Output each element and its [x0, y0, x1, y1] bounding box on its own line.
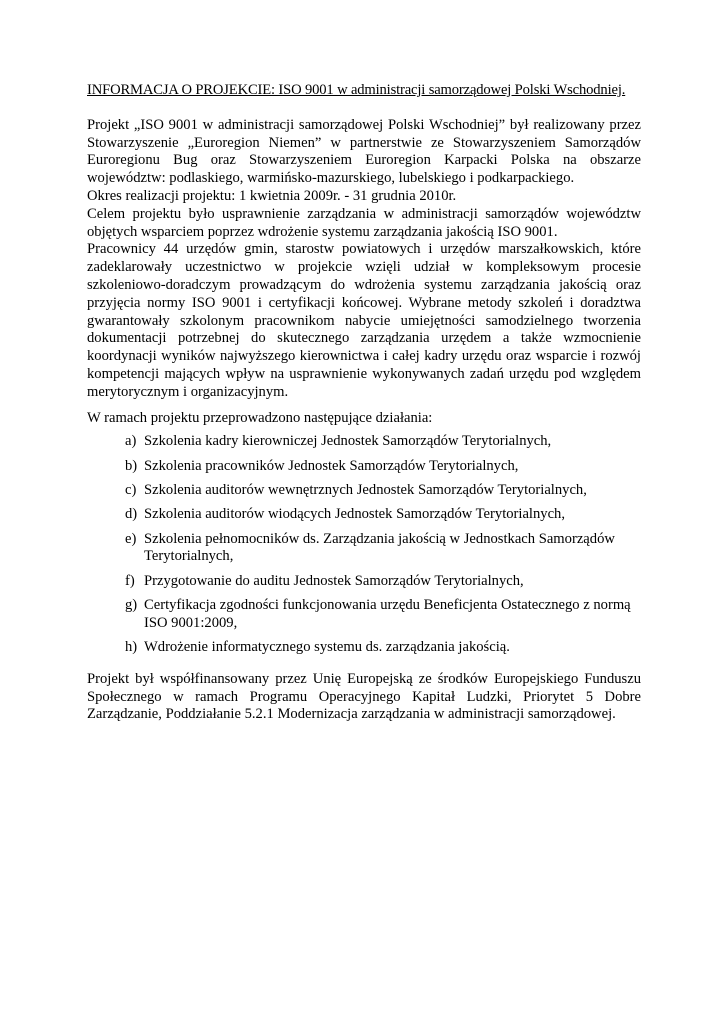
list-item-text: Szkolenia pełnomocników ds. Zarządzania jakością w Jednostkach Samorządów Terytorialnych,: [144, 530, 615, 565]
list-item: [87, 597, 641, 633]
document-title: INFORMACJA O PROJEKCIE: ISO 9001 w administracji samorządowej Polski Wschodniej.: [87, 82, 626, 98]
list-marker: g): [125, 596, 138, 613]
list-marker: b): [125, 457, 138, 474]
list-item: [87, 482, 641, 500]
list-item: [87, 433, 641, 451]
list-marker: f): [125, 572, 135, 589]
list-marker: d): [125, 506, 138, 523]
list-marker: e): [125, 530, 137, 547]
list-marker: a): [125, 433, 137, 450]
list-item-text: Szkolenia auditorów wiodących Jednostek Samorządów Terytorialnych,: [144, 506, 566, 523]
document-page: [87, 82, 641, 724]
list-item-text: Wdrożenie informatycznego systemu ds. zarządzania jakością.: [144, 639, 510, 656]
intro-paragraph-partners: Projekt „ISO 9001 w administracji samorządowej Polski Wschodniej” był realizowany przez Stowarzyszenie „Euroregion Niemen” w partnerstwie ze Stowarzyszeniem Samorządów Euroregionu Bug oraz Stowarzyszeniem Euroregion Karpacki Polska na obszarze województw: podlaskiego, warmińsko-mazurskiego, lubelskiego i podkarpackiego.: [87, 116, 641, 187]
list-item-text: Szkolenia kadry kierowniczej Jednostek Samorządów Terytorialnych,: [144, 433, 552, 450]
list-marker: c): [125, 481, 137, 498]
activities-intro: W ramach projektu przeprowadzono następujące działania:: [87, 409, 433, 426]
intro-section: [87, 117, 641, 402]
activities-list: [87, 433, 641, 656]
intro-paragraph-period: Okres realizacji projektu: 1 kwietnia 2009r. - 31 grudnia 2010r.: [87, 187, 457, 204]
list-item: [87, 506, 641, 524]
list-item-text: Szkolenia auditorów wewnętrznych Jednostek Samorządów Terytorialnych,: [144, 481, 587, 498]
list-marker: h): [125, 639, 138, 656]
list-item-text: Certyfikacja zgodności funkcjonowania urzędu Beneficjenta Ostatecznego z normą ISO 9001:2009,: [144, 596, 631, 631]
list-item: [87, 639, 641, 657]
list-item: [87, 458, 641, 476]
intro-paragraph-goal: Celem projektu było usprawnienie zarządzania w administracji samorządów województw objętych wsparciem poprzez wdrożenie systemu zarządzania jakością ISO 9001.: [87, 205, 641, 240]
list-item-text: Przygotowanie do auditu Jednostek Samorządów Terytorialnych,: [144, 572, 524, 589]
list-item: [87, 573, 641, 591]
list-item: [87, 531, 641, 567]
financing-paragraph: Projekt był współfinansowany przez Unię Europejską ze środków Europejskiego Funduszu Społecznego w ramach Programu Operacyjnego Kapitał Ludzki, Priorytet 5 Dobre Zarządzanie, Poddziałanie 5.2.1 Modernizacja zarządzania w administracji samorządowej.: [87, 670, 641, 723]
list-item-text: Szkolenia pracowników Jednostek Samorządów Terytorialnych,: [144, 457, 519, 474]
intro-paragraph-participants: Pracownicy 44 urzędów gmin, starostw powiatowych i urzędów marszałkowskich, które zadeklarowały uczestnictwo w projekcie wzięli udział w kompleksowym procesie szkoleniowo-doradczym prowadzącym do wdrożenia systemu zarządzania jakością oraz przyjęcia normy ISO 9001 i certyfikacji końcowej. Wybrane metody szkoleń i doradztwa gwarantowały szkolonym pracownikom nabycie umiejętności samodzielnego tworzenia dokumentacji potrzebnej do skutecznego zarządzania urzędem a także wzmocnienie koordynacji wyników najwyższego kierownictwa i całej kadry urzędu oraz wsparcie i rozwój kompetencji mających wpływ na usprawnienie wykonywanych zadań urzędu pod względem merytorycznym i organizacyjnym.: [87, 241, 641, 400]
